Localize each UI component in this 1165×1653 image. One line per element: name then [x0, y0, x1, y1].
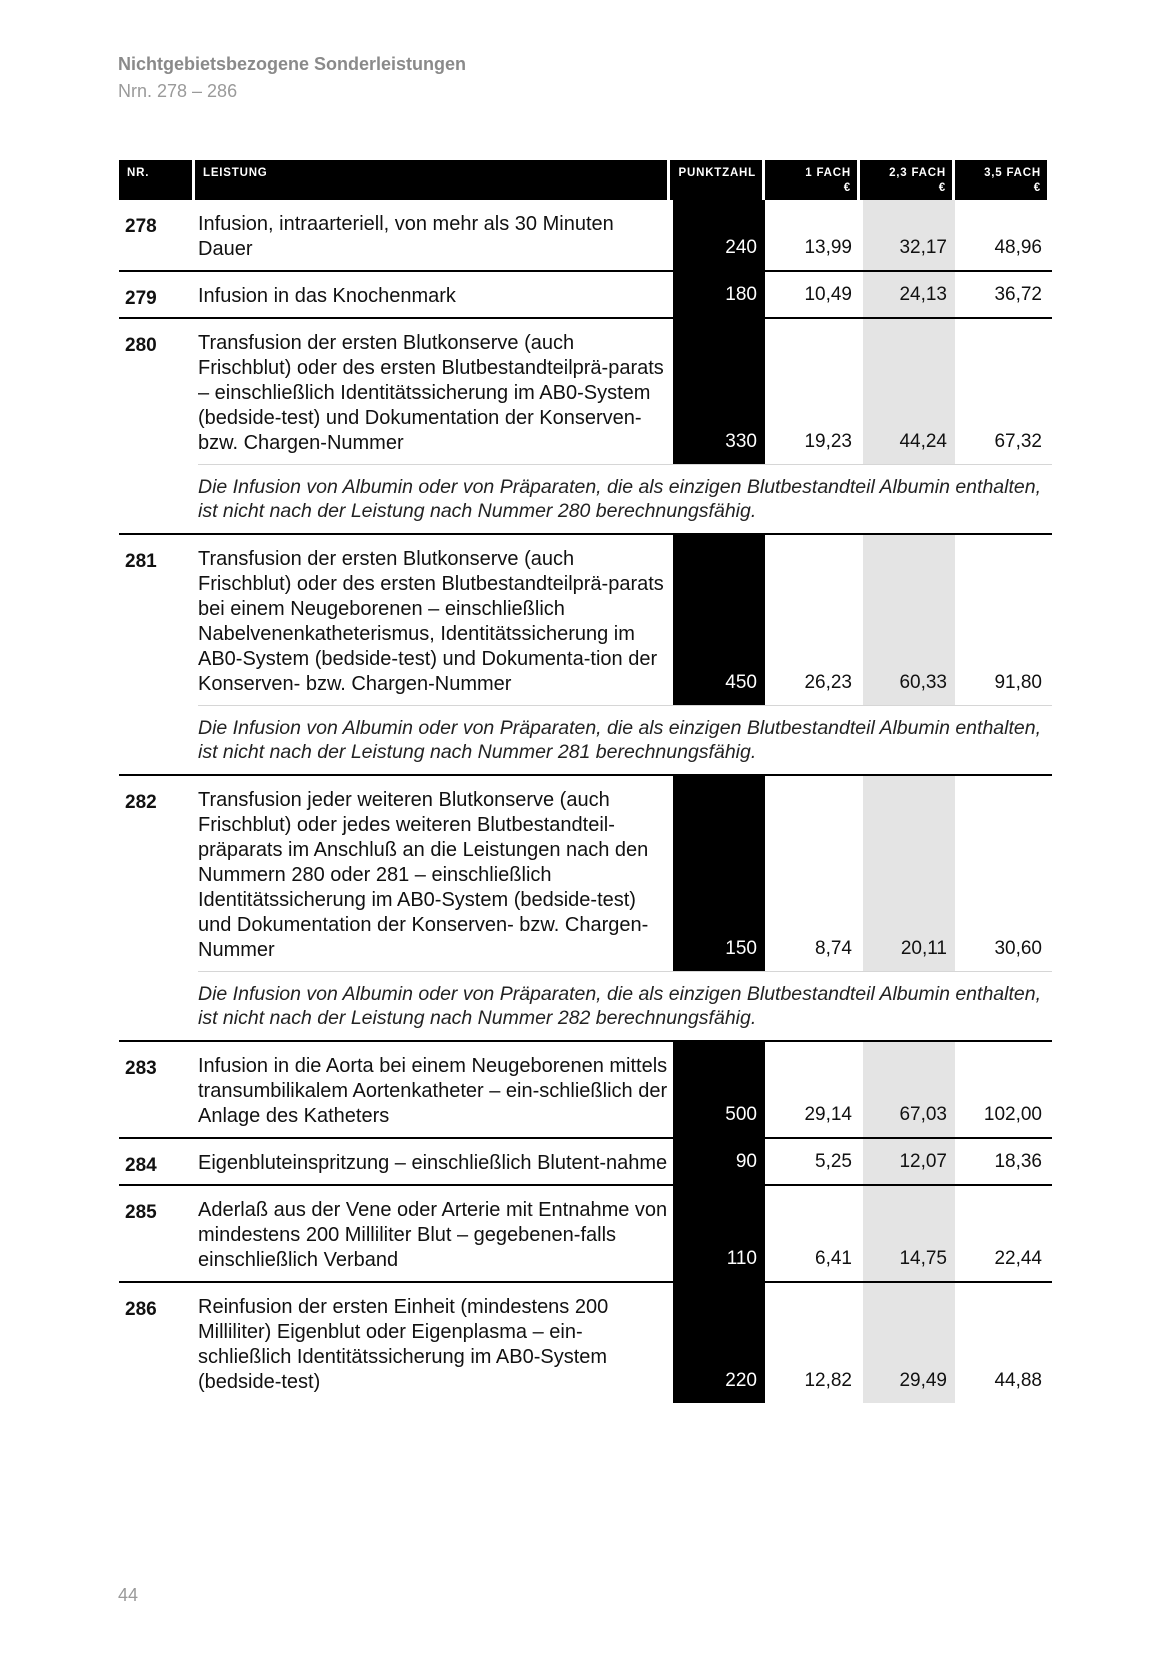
row-leistung: Transfusion der ersten Blutkonserve (auch Frischblut) oder des ersten Blutbestandteilprä-parats bei einem Neugeborenen – einschließlich Nabelvenenkatheterismus, Identitätssicherung im AB0-System (bedside-test) und Dokumenta-tion der Konserven- bzw. Chargen-Nummer: [198, 548, 664, 695]
row-punktzahl: 500: [673, 1042, 765, 1137]
row-2-3-fach: 44,24: [863, 319, 955, 464]
row-3-5-fach: 102,00: [983, 1104, 1042, 1125]
table-row: [119, 200, 1052, 270]
row-1-fach: 13,99: [804, 237, 852, 258]
row-number: 278: [125, 216, 157, 237]
row-1-fach: 5,25: [815, 1151, 852, 1172]
row-note-wrapper: [119, 971, 1052, 1040]
table-row: [119, 1184, 1052, 1281]
row-number: 286: [125, 1299, 157, 1320]
row-leistung: Eigenbluteinspritzung – einschließlich Blutent-nahme: [198, 1152, 668, 1174]
row-note: Die Infusion von Albumin oder von Präparaten, die als einzigen Blutbestandteil Albumin enthalten, ist nicht nach der Leistung nach Nummer 280 berechnungsfähig.: [198, 464, 1052, 533]
table-row: [119, 533, 1052, 705]
row-leistung: Transfusion jeder weiteren Blutkonserve (auch Frischblut) oder jedes weiteren Blutbestandteil-präparats im Anschluß an die Leistungen nach den Nummern 280 oder 281 – einschließlich Identitätssicherung im AB0-System (bedside-test) und Dokumentation der Konserven- bzw. Chargen-Nummer: [198, 789, 649, 961]
row-2-3-fach: 32,17: [863, 200, 955, 270]
row-note-wrapper: [119, 705, 1052, 774]
column-header-2-3-fach: 2,3 FACH €: [860, 160, 952, 200]
row-leistung: Infusion, intraarteriell, von mehr als 30 Minuten Dauer: [198, 213, 614, 260]
fee-table: [119, 160, 1052, 1403]
row-leistung: Infusion in das Knochenmark: [198, 285, 456, 307]
row-leistung: Transfusion der ersten Blutkonserve (auch Frischblut) oder des ersten Blutbestandteilprä-parats – einschließlich Identitätssicherung im AB0-System (bedside-test) und Dokumentation der Konserven- bzw. Chargen-Nummer: [198, 332, 664, 454]
page-subtitle: Nrn. 278 – 286: [118, 81, 238, 101]
table-row: [119, 1040, 1052, 1137]
page-title: Nichtgebietsbezogene Sonderleistungen: [118, 54, 467, 74]
row-3-5-fach: 67,32: [994, 431, 1042, 452]
row-1-fach: 26,23: [804, 672, 852, 693]
row-2-3-fach: 24,13: [863, 272, 955, 317]
row-2-3-fach: 60,33: [863, 535, 955, 705]
table-row: [119, 1137, 1052, 1184]
row-1-fach: 19,23: [804, 431, 852, 452]
row-2-3-fach: 29,49: [863, 1283, 955, 1403]
row-1-fach: 10,49: [804, 284, 852, 305]
table-row: [119, 1281, 1052, 1403]
row-note-wrapper: [119, 464, 1052, 533]
table-body: [119, 200, 1052, 1403]
row-1-fach: 29,14: [804, 1104, 852, 1125]
row-punktzahl: 110: [673, 1186, 765, 1281]
row-punktzahl: 220: [673, 1283, 765, 1403]
row-1-fach: 8,74: [815, 938, 852, 959]
row-3-5-fach: 91,80: [994, 672, 1042, 693]
row-1-fach: 6,41: [815, 1248, 852, 1269]
row-punktzahl: 150: [673, 776, 765, 971]
row-3-5-fach: 18,36: [994, 1151, 1042, 1172]
row-number: 282: [125, 792, 157, 813]
page-number: 44: [118, 1585, 139, 1605]
row-note: Die Infusion von Albumin oder von Präparaten, die als einzigen Blutbestandteil Albumin enthalten, ist nicht nach der Leistung nach Nummer 281 berechnungsfähig.: [198, 705, 1052, 774]
row-punktzahl: 450: [673, 535, 765, 705]
column-header-punktzahl: PUNKTZAHL: [670, 160, 762, 200]
row-3-5-fach: 44,88: [994, 1370, 1042, 1391]
table-row: [119, 774, 1052, 971]
table-header: [119, 160, 1052, 200]
row-punktzahl: 90: [673, 1139, 765, 1184]
row-note: Die Infusion von Albumin oder von Präparaten, die als einzigen Blutbestandteil Albumin enthalten, ist nicht nach der Leistung nach Nummer 282 berechnungsfähig.: [198, 971, 1052, 1040]
row-1-fach: 12,82: [804, 1370, 852, 1391]
row-leistung: Aderlaß aus der Vene oder Arterie mit Entnahme von mindestens 200 Milliliter Blut – gegebenen-falls einschließlich Verband: [198, 1199, 668, 1271]
column-header-leistung: LEISTUNG: [195, 160, 667, 200]
row-punktzahl: 330: [673, 319, 765, 464]
row-3-5-fach: 30,60: [994, 938, 1042, 959]
row-2-3-fach: 14,75: [863, 1186, 955, 1281]
column-header-nr: NR.: [119, 160, 192, 200]
row-punktzahl: 180: [673, 272, 765, 317]
row-punktzahl: 240: [673, 200, 765, 270]
column-header-3-5-fach: 3,5 FACH €: [955, 160, 1047, 200]
row-3-5-fach: 22,44: [994, 1248, 1042, 1269]
row-leistung: Reinfusion der ersten Einheit (mindestens 200 Milliliter) Eigenblut oder Eigenplasma – ein-schließlich Identitätssicherung im AB0-System (bedside-test): [198, 1296, 609, 1393]
row-2-3-fach: 67,03: [863, 1042, 955, 1137]
row-number: 284: [125, 1155, 157, 1176]
table-row: [119, 270, 1052, 317]
row-number: 281: [125, 551, 157, 572]
row-2-3-fach: 12,07: [863, 1139, 955, 1184]
table-row: [119, 317, 1052, 464]
row-number: 279: [125, 288, 157, 309]
row-number: 285: [125, 1202, 157, 1223]
row-number: 280: [125, 335, 157, 356]
row-3-5-fach: 36,72: [994, 284, 1042, 305]
row-leistung: Infusion in die Aorta bei einem Neugeborenen mittels transumbilikalem Aortenkatheter – ein-schließlich der Anlage des Katheters: [198, 1055, 668, 1127]
row-2-3-fach: 20,11: [863, 776, 955, 971]
column-header-1-fach: 1 FACH €: [765, 160, 857, 200]
row-3-5-fach: 48,96: [994, 237, 1042, 258]
row-number: 283: [125, 1058, 157, 1079]
